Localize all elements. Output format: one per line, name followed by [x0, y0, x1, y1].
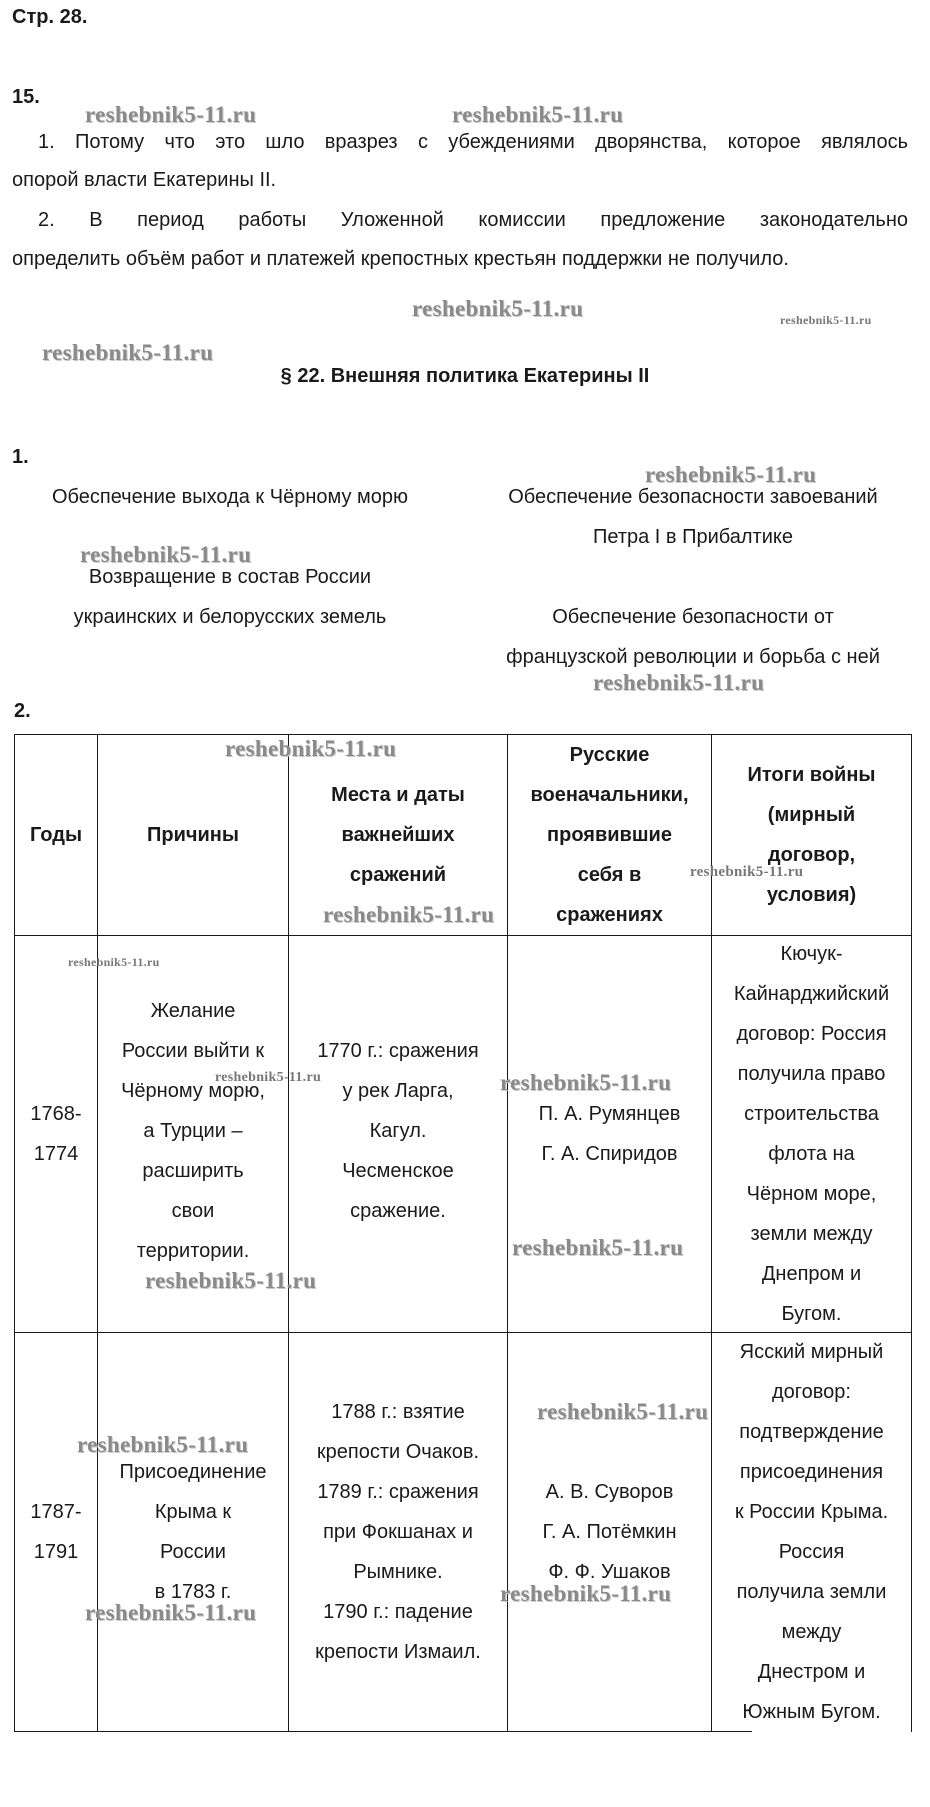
goal-revolution-line2: французской революции и борьба с ней — [506, 646, 880, 668]
row1-results-line: получила право — [737, 1063, 886, 1085]
header-commanders-line: сражениях — [556, 904, 663, 926]
table-border-bottom — [14, 1731, 752, 1732]
row2-battles-line: Рымнике. — [353, 1561, 443, 1583]
header-commanders-line: Русские — [569, 744, 650, 766]
watermark: reshebnik5-11.ru — [452, 102, 624, 127]
row2-results-line: Ясский мирный — [739, 1341, 884, 1363]
row1-results-line: договор: Россия — [736, 1023, 887, 1045]
row2-results-line: подтверждение — [739, 1421, 884, 1443]
header-results-line: условия) — [766, 884, 857, 906]
row2-results-line: к России Крыма. — [734, 1501, 889, 1523]
goal-lands-line2: украинских и белорусских земель — [73, 606, 387, 628]
watermark: reshebnik5-11.ru — [645, 462, 817, 487]
row2-years-line: 1791 — [33, 1541, 79, 1563]
row2-battles-line: 1790 г.: падение — [323, 1601, 473, 1623]
task15-answer2-line1: 2. В период работы Уложенной комиссии предложение законодательно — [38, 209, 908, 231]
task1-number: 1. — [12, 446, 29, 468]
goal-black-sea: Обеспечение выхода к Чёрному морю — [51, 486, 409, 508]
header-results-line: Итоги войны — [747, 764, 876, 786]
row1-commanders — [508, 936, 711, 1332]
row2-years — [15, 1333, 97, 1731]
watermark: reshebnik5-11.ru — [225, 736, 397, 761]
watermark: reshebnik5-11.ru — [780, 313, 872, 327]
row2-battles — [289, 1333, 507, 1731]
header-results-line: договор, — [767, 844, 856, 866]
row2-commanders — [508, 1333, 711, 1731]
row2-results-line: между — [781, 1621, 842, 1643]
watermark: reshebnik5-11.ru — [215, 1070, 322, 1085]
row2-results-line: договор: — [772, 1381, 851, 1403]
row2-battles-line: крепости Измаил. — [315, 1641, 481, 1663]
row2-battles-line: при Фокшанах и — [323, 1521, 473, 1543]
goal-baltic-line1: Обеспечение безопасности завоеваний — [508, 486, 878, 508]
row2-commanders-line: Г. А. Потёмкин — [542, 1521, 677, 1543]
row2-results-line: Днестром и — [757, 1661, 866, 1683]
row1-battles — [289, 936, 507, 1332]
task15-number: 15. — [12, 86, 40, 108]
header-commanders-line: себя в — [577, 864, 642, 886]
header-battles-line: Места и даты — [331, 784, 465, 806]
watermark: reshebnik5-11.ru — [512, 1235, 684, 1260]
header-battles-line: важнейших — [341, 824, 455, 846]
watermark: reshebnik5-11.ru — [500, 1581, 672, 1606]
header-years — [15, 735, 97, 935]
row1-battles-line: сражение. — [350, 1200, 446, 1222]
header-results-line: (мирный — [767, 804, 856, 826]
watermark: reshebnik5-11.ru — [537, 1399, 709, 1424]
row1-results-line: строительства — [744, 1103, 879, 1125]
row2-causes-line: России — [160, 1541, 226, 1563]
watermark: reshebnik5-11.ru — [690, 864, 804, 880]
header-commanders-line: проявившие — [547, 824, 672, 846]
watermark: reshebnik5-11.ru — [593, 670, 765, 695]
row1-results-line: земли между — [750, 1223, 873, 1245]
task15-answer1-line1: 1. Потому что это шло вразрез с убеждениями дворянства, которое являлось — [38, 131, 908, 153]
row1-causes-line: а Турции – — [143, 1120, 243, 1142]
row2-causes — [98, 1333, 288, 1731]
row1-causes-line: территории. — [136, 1240, 250, 1262]
row2-years-line: 1787- — [30, 1501, 82, 1523]
header-causes — [98, 735, 288, 935]
row1-results-line: Кайнарджийский — [733, 983, 890, 1005]
row1-results-line: флота на — [768, 1143, 855, 1165]
watermark: reshebnik5-11.ru — [80, 542, 252, 567]
row2-results-line: присоединения — [739, 1461, 884, 1483]
table-border-right — [911, 734, 912, 1732]
watermark: reshebnik5-11.ru — [323, 902, 495, 927]
row1-commanders-line: Г. А. Спиридов — [541, 1143, 678, 1165]
row2-results-line: Южным Бугом. — [742, 1701, 881, 1723]
watermark: reshebnik5-11.ru — [85, 102, 257, 127]
header-battles-line: сражений — [349, 864, 447, 886]
task2-number: 2. — [14, 700, 31, 722]
row2-results — [712, 1333, 911, 1731]
row1-years — [15, 936, 97, 1332]
watermark: reshebnik5-11.ru — [500, 1070, 672, 1095]
row1-years-line: 1768- — [30, 1103, 82, 1125]
row1-results-line: Днепром и — [761, 1263, 862, 1285]
row1-battles-line: Чесменское — [342, 1160, 454, 1182]
watermark: reshebnik5-11.ru — [68, 955, 160, 969]
row1-commanders-line: П. А. Румянцев — [538, 1103, 681, 1125]
row2-battles-line: 1789 г.: сражения — [317, 1481, 479, 1503]
row1-causes-line: расширить — [142, 1160, 244, 1182]
row1-results-line: Чёрном море, — [746, 1183, 877, 1205]
row2-causes-line: в 1783 г. — [154, 1581, 232, 1603]
row1-results-line: Бугом. — [781, 1303, 842, 1325]
row1-battles-line: 1770 г.: сражения — [317, 1040, 479, 1062]
header-commanders-line: военачальники, — [530, 784, 689, 806]
header-commanders — [508, 735, 711, 935]
task15-answer1-line2: опорой власти Екатерины II. — [12, 169, 277, 191]
row2-commanders-line: А. В. Суворов — [545, 1481, 674, 1503]
row1-causes-line: свои — [171, 1200, 215, 1222]
goal-baltic-line2: Петра I в Прибалтике — [593, 526, 793, 548]
watermark: reshebnik5-11.ru — [145, 1268, 317, 1293]
watermark: reshebnik5-11.ru — [85, 1600, 257, 1625]
row2-battles-line: крепости Очаков. — [316, 1441, 480, 1463]
row2-causes-line: Крыма к — [154, 1501, 232, 1523]
page-number: Стр. 28. — [12, 6, 88, 28]
section-title: § 22. Внешняя политика Екатерины II — [280, 365, 650, 387]
header-causes-text: Причины — [147, 824, 239, 846]
row2-results-line: Россия — [778, 1541, 845, 1563]
goal-lands-line1: Возвращение в состав России — [88, 566, 372, 588]
header-years-text: Годы — [29, 824, 83, 846]
watermark: reshebnik5-11.ru — [412, 296, 584, 321]
watermark: reshebnik5-11.ru — [77, 1432, 249, 1457]
row1-battles-line: Кагул. — [369, 1120, 427, 1142]
row2-causes-line: Присоединение — [119, 1461, 267, 1483]
row1-results — [712, 936, 911, 1332]
row1-causes-line: России выйти к — [121, 1040, 265, 1062]
row1-causes-line: Желание — [150, 1000, 236, 1022]
row1-battles-line: у рек Ларга, — [342, 1080, 454, 1102]
row1-causes-line: Чёрному морю, — [121, 1080, 265, 1102]
row1-years-line: 1774 — [33, 1143, 79, 1165]
row2-results-line: получила земли — [736, 1581, 887, 1603]
row2-commanders-line: Ф. Ф. Ушаков — [548, 1561, 671, 1583]
watermark: reshebnik5-11.ru — [42, 340, 214, 365]
row1-results-line: Кючук- — [780, 943, 843, 965]
task15-answer2-line2: определить объём работ и платежей крепостных крестьян поддержки не получило. — [12, 248, 789, 270]
header-results — [712, 735, 911, 935]
row2-battles-line: 1788 г.: взятие — [331, 1401, 465, 1423]
goal-revolution-line1: Обеспечение безопасности от — [552, 606, 834, 628]
